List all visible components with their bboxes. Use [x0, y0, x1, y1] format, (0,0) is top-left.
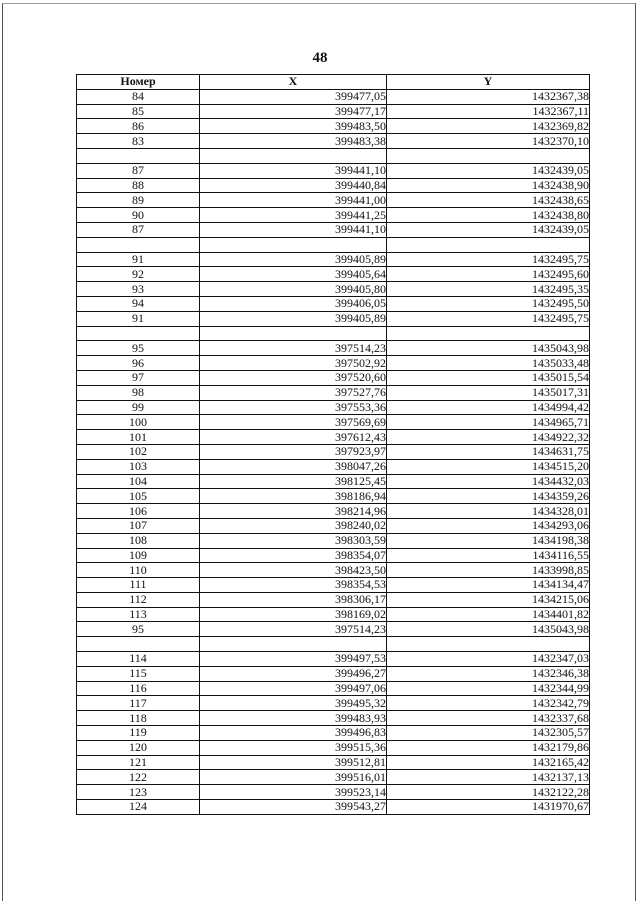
table-header [77, 75, 590, 90]
y-coordinate-cell: 1431970,67 [387, 800, 590, 815]
table-row [77, 533, 590, 548]
table-row [77, 296, 590, 311]
point-number-cell: 92 [77, 267, 200, 282]
point-number-cell: 122 [77, 770, 200, 785]
x-coordinate-cell [200, 326, 387, 341]
y-coordinate-cell: 1434965,71 [387, 415, 590, 430]
x-coordinate-cell: 399441,25 [200, 208, 387, 223]
x-coordinate-cell: 399405,89 [200, 311, 387, 326]
point-number-cell: 120 [77, 740, 200, 755]
x-coordinate-cell: 398047,26 [200, 459, 387, 474]
y-coordinate-cell: 1432346,38 [387, 666, 590, 681]
x-coordinate-cell: 398186,94 [200, 489, 387, 504]
x-coordinate-cell: 398303,59 [200, 533, 387, 548]
point-number-cell: 91 [77, 311, 200, 326]
x-coordinate-cell [200, 237, 387, 252]
y-coordinate-cell: 1432305,57 [387, 726, 590, 741]
x-coordinate-cell: 398214,96 [200, 504, 387, 519]
table-row [77, 770, 590, 785]
point-number-cell: 90 [77, 208, 200, 223]
y-coordinate-cell: 1434922,32 [387, 430, 590, 445]
y-coordinate-cell: 1435015,54 [387, 370, 590, 385]
table-row [77, 592, 590, 607]
point-number-cell: 113 [77, 607, 200, 622]
point-number-cell: 124 [77, 800, 200, 815]
x-coordinate-cell: 398354,07 [200, 548, 387, 563]
table-row [77, 282, 590, 297]
x-coordinate-cell: 397520,60 [200, 370, 387, 385]
point-number-cell: 110 [77, 563, 200, 578]
y-coordinate-cell [387, 237, 590, 252]
table-row [77, 755, 590, 770]
table-row [77, 400, 590, 415]
x-coordinate-cell: 399483,50 [200, 119, 387, 134]
y-coordinate-cell: 1434432,03 [387, 474, 590, 489]
table-row [77, 563, 590, 578]
point-number-cell [77, 326, 200, 341]
table-row [77, 208, 590, 223]
x-coordinate-cell: 398423,50 [200, 563, 387, 578]
page-number: 48 [312, 50, 328, 66]
x-coordinate-cell: 399405,89 [200, 252, 387, 267]
x-coordinate-cell: 398354,53 [200, 578, 387, 593]
y-coordinate-cell: 1435043,98 [387, 622, 590, 637]
table-row [77, 504, 590, 519]
y-coordinate-cell: 1434116,55 [387, 548, 590, 563]
column-header-number: Номер [77, 75, 200, 90]
point-number-cell: 117 [77, 696, 200, 711]
point-number-cell [77, 637, 200, 652]
point-number-cell: 111 [77, 578, 200, 593]
y-coordinate-cell: 1432179,86 [387, 740, 590, 755]
table-row [77, 489, 590, 504]
point-number-cell: 87 [77, 222, 200, 237]
column-header-y: Y [387, 75, 590, 90]
column-header-x: X [200, 75, 387, 90]
x-coordinate-cell: 397514,23 [200, 622, 387, 637]
y-coordinate-cell: 1432495,75 [387, 311, 590, 326]
table-row [77, 222, 590, 237]
y-coordinate-cell: 1432337,68 [387, 711, 590, 726]
x-coordinate-cell: 397502,92 [200, 356, 387, 371]
point-number-cell: 101 [77, 430, 200, 445]
table-row [77, 681, 590, 696]
table-row [77, 267, 590, 282]
table-row [77, 430, 590, 445]
x-coordinate-cell: 399477,05 [200, 89, 387, 104]
y-coordinate-cell: 1434359,26 [387, 489, 590, 504]
y-coordinate-cell: 1432367,11 [387, 104, 590, 119]
y-coordinate-cell: 1432438,90 [387, 178, 590, 193]
x-coordinate-cell: 399515,36 [200, 740, 387, 755]
point-number-cell: 118 [77, 711, 200, 726]
header-row [77, 75, 590, 90]
table-row [77, 178, 590, 193]
point-number-cell: 114 [77, 652, 200, 667]
x-coordinate-cell: 399483,38 [200, 134, 387, 149]
x-coordinate-cell: 399516,01 [200, 770, 387, 785]
y-coordinate-cell: 1433998,85 [387, 563, 590, 578]
point-number-cell: 94 [77, 296, 200, 311]
table-row [77, 474, 590, 489]
point-number-cell: 95 [77, 622, 200, 637]
point-number-cell: 108 [77, 533, 200, 548]
separator-row [77, 148, 590, 163]
table-row [77, 104, 590, 119]
x-coordinate-cell: 399405,64 [200, 267, 387, 282]
x-coordinate-cell [200, 148, 387, 163]
x-coordinate-cell: 399477,17 [200, 104, 387, 119]
x-coordinate-cell: 399495,32 [200, 696, 387, 711]
y-coordinate-cell: 1432137,13 [387, 770, 590, 785]
table-row [77, 193, 590, 208]
separator-row [77, 637, 590, 652]
x-coordinate-cell: 399497,53 [200, 652, 387, 667]
y-coordinate-cell: 1432369,82 [387, 119, 590, 134]
y-coordinate-cell: 1432347,03 [387, 652, 590, 667]
point-number-cell: 96 [77, 356, 200, 371]
table-row [77, 444, 590, 459]
x-coordinate-cell: 399440,84 [200, 178, 387, 193]
table-row [77, 370, 590, 385]
y-coordinate-cell: 1432495,35 [387, 282, 590, 297]
y-coordinate-cell: 1432344,99 [387, 681, 590, 696]
x-coordinate-cell: 398240,02 [200, 518, 387, 533]
y-coordinate-cell: 1432495,60 [387, 267, 590, 282]
point-number-cell: 95 [77, 341, 200, 356]
table-row [77, 800, 590, 815]
y-coordinate-cell: 1434401,82 [387, 607, 590, 622]
table-row [77, 740, 590, 755]
table-row [77, 578, 590, 593]
table-row [77, 711, 590, 726]
point-number-cell [77, 148, 200, 163]
table-row [77, 119, 590, 134]
x-coordinate-cell: 399512,81 [200, 755, 387, 770]
x-coordinate-cell [200, 637, 387, 652]
point-number-cell: 97 [77, 370, 200, 385]
x-coordinate-cell: 397569,69 [200, 415, 387, 430]
point-number-cell: 123 [77, 785, 200, 800]
y-coordinate-cell: 1432165,42 [387, 755, 590, 770]
x-coordinate-cell: 397923,97 [200, 444, 387, 459]
x-coordinate-cell: 398306,17 [200, 592, 387, 607]
x-coordinate-cell: 399406,05 [200, 296, 387, 311]
separator-row [77, 237, 590, 252]
table-row [77, 341, 590, 356]
x-coordinate-cell: 397527,76 [200, 385, 387, 400]
table-row [77, 415, 590, 430]
y-coordinate-cell: 1434198,38 [387, 533, 590, 548]
table-row [77, 89, 590, 104]
y-coordinate-cell: 1435043,98 [387, 341, 590, 356]
point-number-cell: 85 [77, 104, 200, 119]
table-body [77, 89, 590, 814]
point-number-cell: 83 [77, 134, 200, 149]
x-coordinate-cell: 398125,45 [200, 474, 387, 489]
y-coordinate-cell [387, 637, 590, 652]
point-number-cell: 99 [77, 400, 200, 415]
point-number-cell: 91 [77, 252, 200, 267]
x-coordinate-cell: 399543,27 [200, 800, 387, 815]
point-number-cell: 106 [77, 504, 200, 519]
y-coordinate-cell: 1432495,50 [387, 296, 590, 311]
y-coordinate-cell: 1434328,01 [387, 504, 590, 519]
y-coordinate-cell: 1432438,65 [387, 193, 590, 208]
y-coordinate-cell: 1432439,05 [387, 163, 590, 178]
table-row [77, 459, 590, 474]
table-row [77, 548, 590, 563]
point-number-cell: 105 [77, 489, 200, 504]
point-number-cell: 98 [77, 385, 200, 400]
y-coordinate-cell: 1432495,75 [387, 252, 590, 267]
y-coordinate-cell: 1432439,05 [387, 222, 590, 237]
table-row [77, 696, 590, 711]
table-row [77, 134, 590, 149]
point-number-cell: 84 [77, 89, 200, 104]
table-row [77, 356, 590, 371]
y-coordinate-cell: 1432370,10 [387, 134, 590, 149]
table-row [77, 311, 590, 326]
separator-row [77, 326, 590, 341]
y-coordinate-cell [387, 326, 590, 341]
coordinates-table [76, 74, 590, 815]
point-number-cell: 109 [77, 548, 200, 563]
table-row [77, 518, 590, 533]
y-coordinate-cell [387, 148, 590, 163]
table-row [77, 385, 590, 400]
x-coordinate-cell: 399523,14 [200, 785, 387, 800]
x-coordinate-cell: 399483,93 [200, 711, 387, 726]
y-coordinate-cell: 1434134,47 [387, 578, 590, 593]
x-coordinate-cell: 399441,00 [200, 193, 387, 208]
point-number-cell: 121 [77, 755, 200, 770]
table-row [77, 622, 590, 637]
y-coordinate-cell: 1435017,31 [387, 385, 590, 400]
y-coordinate-cell: 1434515,20 [387, 459, 590, 474]
point-number-cell [77, 237, 200, 252]
table-row [77, 726, 590, 741]
x-coordinate-cell: 399441,10 [200, 222, 387, 237]
table-row [77, 163, 590, 178]
x-coordinate-cell: 399405,80 [200, 282, 387, 297]
x-coordinate-cell: 399441,10 [200, 163, 387, 178]
y-coordinate-cell: 1432342,79 [387, 696, 590, 711]
x-coordinate-cell: 399496,27 [200, 666, 387, 681]
table-row [77, 785, 590, 800]
point-number-cell: 93 [77, 282, 200, 297]
point-number-cell: 112 [77, 592, 200, 607]
table-row [77, 652, 590, 667]
y-coordinate-cell: 1432367,38 [387, 89, 590, 104]
point-number-cell: 103 [77, 459, 200, 474]
point-number-cell: 119 [77, 726, 200, 741]
x-coordinate-cell: 397612,43 [200, 430, 387, 445]
point-number-cell: 104 [77, 474, 200, 489]
point-number-cell: 88 [77, 178, 200, 193]
y-coordinate-cell: 1434293,06 [387, 518, 590, 533]
y-coordinate-cell: 1434631,75 [387, 444, 590, 459]
x-coordinate-cell: 397514,23 [200, 341, 387, 356]
x-coordinate-cell: 397553,36 [200, 400, 387, 415]
x-coordinate-cell: 399496,83 [200, 726, 387, 741]
point-number-cell: 102 [77, 444, 200, 459]
y-coordinate-cell: 1432122,28 [387, 785, 590, 800]
point-number-cell: 86 [77, 119, 200, 134]
y-coordinate-cell: 1434994,42 [387, 400, 590, 415]
point-number-cell: 100 [77, 415, 200, 430]
point-number-cell: 89 [77, 193, 200, 208]
table-row [77, 607, 590, 622]
x-coordinate-cell: 399497,06 [200, 681, 387, 696]
y-coordinate-cell: 1432438,80 [387, 208, 590, 223]
table-row [77, 666, 590, 681]
point-number-cell: 107 [77, 518, 200, 533]
table-row [77, 252, 590, 267]
point-number-cell: 115 [77, 666, 200, 681]
point-number-cell: 116 [77, 681, 200, 696]
x-coordinate-cell: 398169,02 [200, 607, 387, 622]
y-coordinate-cell: 1435033,48 [387, 356, 590, 371]
point-number-cell: 87 [77, 163, 200, 178]
y-coordinate-cell: 1434215,06 [387, 592, 590, 607]
